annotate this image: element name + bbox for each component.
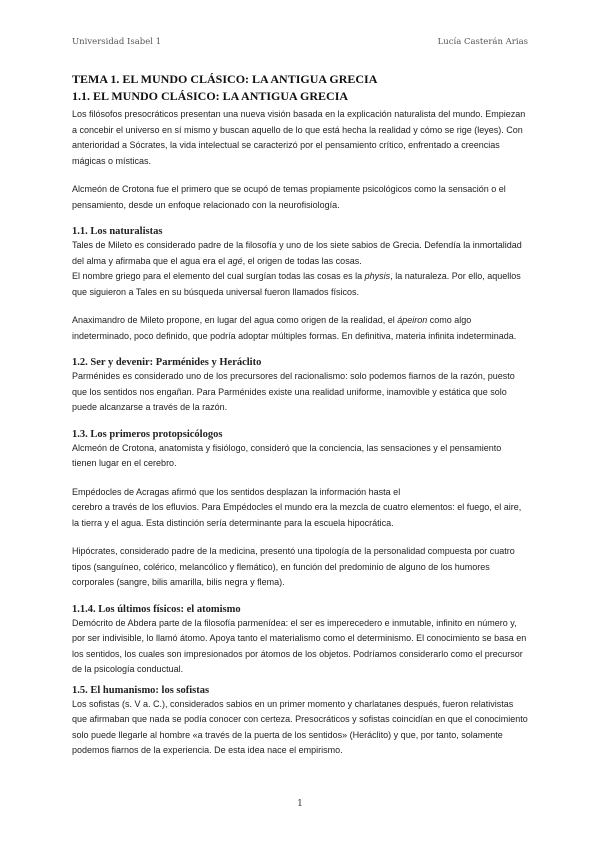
chapter-title: TEMA 1. EL MUNDO CLÁSICO: LA ANTIGUA GRECIA — [72, 72, 378, 86]
paragraph-hipocrates: Hipócrates, considerado padre de la medicina, presentó una tipología de la personalidad compuesta por cuatro tipos (sanguíneo, colérico, melancólico y flemático), en función del predominio de alguno de los humores corporales (sangre, bilis amarilla, bilis negra y flema). — [72, 546, 515, 587]
section-title: 1.1. EL MUNDO CLÁSICO: LA ANTIGUA GRECIA — [72, 89, 349, 103]
intro-paragraph-1: Los filósofos presocráticos presentan una nueva visión basada en la explicación naturalista del mundo. Empiezan a concebir el universo en sí mismo y buscan aquello de lo que está hecha la realidad y cómo se rige (leyes). Con anterioridad a Sócrates, la vida intelectual se caracterizó por el pensamiento crítico, enfrentado a creencias mágicas o místicas. — [72, 109, 526, 166]
heading-naturalistas: 1.1. Los naturalistas — [72, 226, 163, 237]
heading-sofistas: 1.5. El humanismo: los sofistas — [72, 684, 210, 696]
heading-atomismo: 1.1.4. Los últimos físicos: el atomismo — [72, 603, 241, 615]
paragraph-alcmeon: Alcmeón de Crotona, anatomista y fisiólogo, consideró que la conciencia, las sensaciones y el pensamiento tienen lugar en el cerebro. — [72, 442, 502, 468]
heading-protopsicologos: 1.3. Los primeros protopsicólogos — [72, 428, 223, 440]
heading-ser-devenir: 1.2. Ser y devenir: Parménides y Heráclito — [72, 357, 262, 368]
intro-paragraph-2: Alcmeón de Crotona fue el primero que se ocupó de temas propiamente psicológicos como la sensación o el pensamiento, desde un enfoque relacionado con la neurofisiología. — [72, 184, 506, 210]
paragraph-tales: Tales de Mileto es considerado padre de la filosofía y uno de los siete sabios de Grecia. Defendía la inmortalidad del alma y afirmaba que el agua era el agé, el origen de todas las cosas. El nombre griego para el elemento del cual surgían todas las cosas es la physis, la naturaleza. Por ello, aquellos que siguieron a Tales en su búsqueda universal fueron llamados físicos. — [72, 240, 522, 297]
paragraph-parmenides: Parménides es considerado uno de los precursores del racionalismo: solo podemos fiarnos de la razón, puesto que los sentidos nos engañan. Para Parménides existe una realidad uniforme, inamovible y estática que solo puede alcanzarse a través de la razón. — [72, 371, 515, 412]
paragraph-empedocles: Empédocles de Acragas afirmó que los sentidos desplazan la información hasta el cerebro a través de los efluvios. Para Empédocles el mundo era la mezcla de cuatro elementos: el fuego, el aire, la tierra y el agua. Esta distinción sería determinante para la escuela hipocrática. — [72, 486, 522, 528]
paragraph-sofistas: Los sofistas (s. V a. C.), considerados sabios en un primer momento y charlatanes después, fueron relativistas que afirmaban que nada se podía conocer con certeza. Presocráticos y sofistas coincidían en que el conocimiento solo puede llegarle al hombre «a través de la puerta de los sentidos» (Heráclito) y que, por tanto, solamente podemos fiarnos de la experiencia. De esta idea nace el empirismo. — [72, 698, 528, 755]
paragraph-anaximandro: Anaximandro de Mileto propone, en lugar del agua como origen de la realidad, el ápeiron como algo indeterminado, poco definido, que podría adoptar múltiples formas. En definitiva, materia infinita indeterminada. — [72, 315, 517, 341]
header-author: Lucía Casterán Arias — [437, 37, 528, 47]
page-number: 1 — [297, 799, 303, 809]
paragraph-democrito: Demócrito de Abdera parte de la filosofía parmenídea: el ser es imperecedero e inmutable, infinito en número y, por ser indivisible, lo llamó átomo. Apoya tanto el materialismo como el determinismo. El conocimiento se basa en los sentidos, los cuales son impresionados por átomos de los objetos. Podríamos considerarlo como el precursor de la psicología conductual. — [72, 617, 527, 674]
header-university: Universidad Isabel 1 — [72, 37, 162, 47]
page-content — [72, 72, 528, 759]
